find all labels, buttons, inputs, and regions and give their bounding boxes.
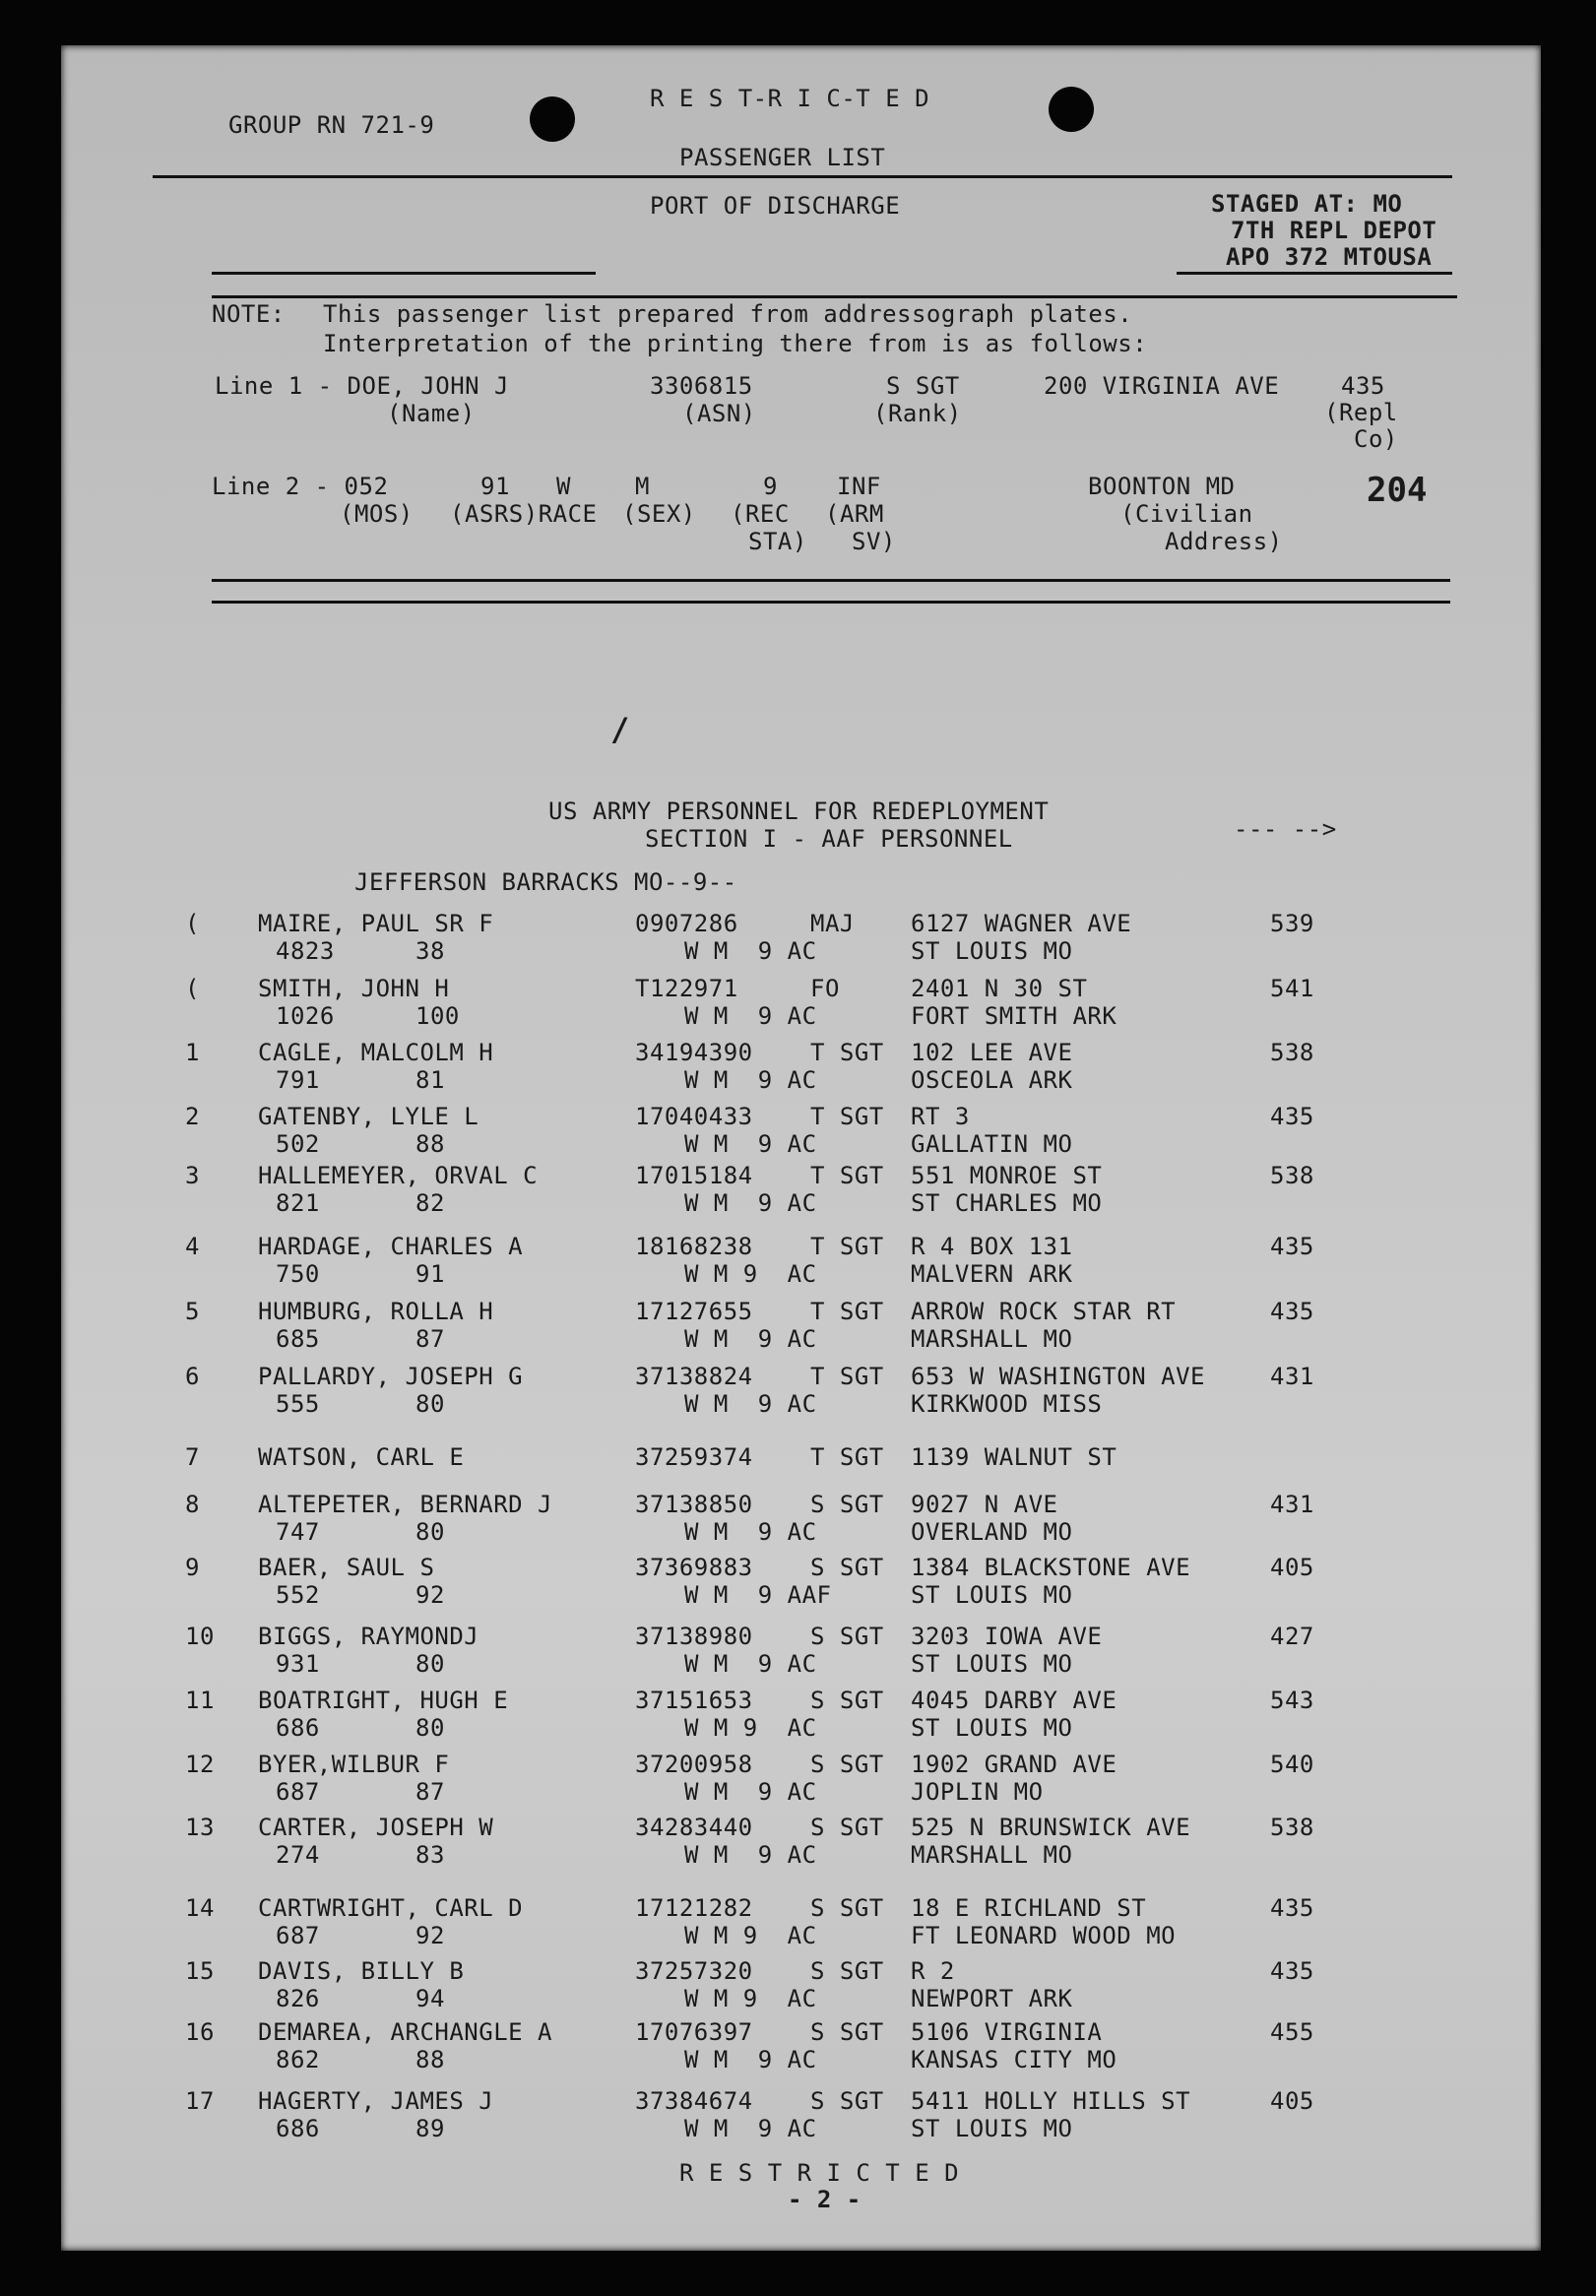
cell-asrs: 38: [415, 937, 445, 965]
example-rank: S SGT: [886, 372, 960, 400]
cell-asrs: 94: [415, 1985, 445, 2012]
cell-addr1: 653 W WASHINGTON AVE: [911, 1363, 1205, 1390]
caption-civilian: (Civilian: [1120, 500, 1253, 528]
cell-num: 5: [185, 1298, 200, 1325]
cell-rank: S SGT: [810, 1491, 884, 1518]
cell-mos: 1026: [276, 1002, 335, 1030]
cell-rank: S SGT: [810, 1957, 884, 1985]
cell-name: HALLEMEYER, ORVAL C: [258, 1162, 539, 1189]
cell-asn: 17040433: [635, 1103, 753, 1130]
cell-addr1: 102 LEE AVE: [911, 1039, 1073, 1066]
cell-name: GATENBY, LYLE L: [258, 1103, 479, 1130]
cell-num: 16: [185, 2018, 215, 2046]
caption-address: Address): [1165, 528, 1283, 555]
page-number: - 2 -: [788, 2186, 862, 2213]
cell-num: 12: [185, 1751, 215, 1778]
cell-asrs: 92: [415, 1581, 445, 1609]
cell-name: BAER, SAUL S: [258, 1554, 435, 1581]
cell-addr1: 551 MONROE ST: [911, 1162, 1103, 1189]
section-title: US ARMY PERSONNEL FOR REDEPLOYMENT: [548, 797, 1050, 825]
cell-asn: 37138980: [635, 1623, 753, 1650]
cell-num: 3: [185, 1162, 200, 1189]
cell-rank: S SGT: [810, 1554, 884, 1581]
cell-line2: W M 9 AC: [684, 1066, 817, 1094]
cell-name: DAVIS, BILLY B: [258, 1957, 465, 1985]
caption-asn: (ASN): [682, 400, 756, 427]
cell-asrs: 80: [415, 1714, 445, 1742]
cell-line2: W M 9 AC: [684, 1325, 817, 1353]
cell-asn: 34194390: [635, 1039, 753, 1066]
cell-line2: W M 9 AC: [684, 1985, 817, 2012]
caption-repl: (Repl: [1324, 399, 1398, 426]
cell-line2: W M 9 AC: [684, 1650, 817, 1678]
cell-co: 435: [1270, 1233, 1314, 1260]
cell-co: 435: [1270, 1103, 1314, 1130]
caption-arm: (ARM: [825, 500, 884, 528]
cell-addr2: MALVERN ARK: [911, 1260, 1073, 1288]
cell-addr2: ST LOUIS MO: [911, 937, 1073, 965]
cell-addr2: KIRKWOOD MISS: [911, 1390, 1103, 1418]
cell-co: 405: [1270, 2087, 1314, 2115]
caption-sv: SV): [852, 528, 896, 555]
cell-mos: 931: [276, 1650, 320, 1678]
cell-line2: W M 9 AC: [684, 1922, 817, 1949]
cell-asn: 37369883: [635, 1554, 753, 1581]
cell-asrs: 80: [415, 1390, 445, 1418]
cell-name: CAGLE, MALCOLM H: [258, 1039, 494, 1066]
cell-line2: W M 9 AC: [684, 1778, 817, 1806]
cell-name: BIGGS, RAYMONDJ: [258, 1623, 479, 1650]
cell-name: WATSON, CARL E: [258, 1443, 465, 1471]
cell-rank: MAJ: [810, 910, 855, 937]
cell-rank: T SGT: [810, 1298, 884, 1325]
cell-co: 541: [1270, 975, 1314, 1002]
cell-co: 539: [1270, 910, 1314, 937]
cell-mos: 555: [276, 1390, 320, 1418]
cell-rank: S SGT: [810, 2018, 884, 2046]
cell-asrs: 92: [415, 1922, 445, 1949]
cell-line2: W M 9 AC: [684, 2115, 817, 2142]
cell-addr1: 1384 BLACKSTONE AVE: [911, 1554, 1191, 1581]
cell-rank: T SGT: [810, 1039, 884, 1066]
divider: [212, 295, 1457, 298]
section-subtitle: SECTION I - AAF PERSONNEL: [645, 825, 1013, 853]
cell-name: CARTER, JOSEPH W: [258, 1814, 494, 1841]
cell-rank: S SGT: [810, 1687, 884, 1714]
cell-rank: FO: [810, 975, 840, 1002]
cell-co: 435: [1270, 1298, 1314, 1325]
cell-addr1: 3203 IOWA AVE: [911, 1623, 1103, 1650]
cell-co: 427: [1270, 1623, 1314, 1650]
cell-addr2: ST LOUIS MO: [911, 1714, 1073, 1742]
cell-co: 538: [1270, 1162, 1314, 1189]
example-co: 435: [1341, 372, 1385, 400]
list-title: PASSENGER LIST: [679, 144, 886, 171]
cell-rank: S SGT: [810, 2087, 884, 2115]
cell-rank: S SGT: [810, 1623, 884, 1650]
cell-addr2: OVERLAND MO: [911, 1518, 1073, 1546]
cell-num: 14: [185, 1894, 215, 1922]
cell-co: 405: [1270, 1554, 1314, 1581]
cell-num: (: [185, 910, 200, 937]
cell-num: 11: [185, 1687, 215, 1714]
example-arm: INF: [837, 473, 881, 500]
example-big-number: 204: [1367, 471, 1428, 510]
note-line-1: This passenger list prepared from addressograph plates.: [323, 300, 1133, 328]
divider: [212, 601, 1450, 604]
caption-co: Co): [1354, 425, 1398, 453]
cell-co: 455: [1270, 2018, 1314, 2046]
port-of-discharge: PORT OF DISCHARGE: [650, 192, 901, 220]
caption-rank: (Rank): [873, 400, 962, 427]
punch-hole: [1049, 87, 1094, 132]
cell-asrs: 87: [415, 1778, 445, 1806]
cell-mos: 502: [276, 1130, 320, 1158]
note-label: NOTE:: [212, 300, 286, 328]
cell-co: 435: [1270, 1957, 1314, 1985]
cell-addr1: 18 E RICHLAND ST: [911, 1894, 1147, 1922]
cell-co: 431: [1270, 1363, 1314, 1390]
cell-addr1: 1902 GRAND AVE: [911, 1751, 1117, 1778]
cell-mos: 750: [276, 1260, 320, 1288]
example-line-2: Line 2 - 052: [212, 473, 389, 500]
cell-mos: 685: [276, 1325, 320, 1353]
cell-rank: T SGT: [810, 1162, 884, 1189]
cell-name: BOATRIGHT, HUGH E: [258, 1687, 509, 1714]
cell-num: 17: [185, 2087, 215, 2115]
cell-num: 10: [185, 1623, 215, 1650]
cell-rank: S SGT: [810, 1894, 884, 1922]
cell-mos: 826: [276, 1985, 320, 2012]
cell-num: 15: [185, 1957, 215, 1985]
cell-rank: T SGT: [810, 1363, 884, 1390]
cell-name: SMITH, JOHN H: [258, 975, 450, 1002]
cell-asrs: 88: [415, 1130, 445, 1158]
cell-name: CARTWRIGHT, CARL D: [258, 1894, 524, 1922]
cell-addr2: OSCEOLA ARK: [911, 1066, 1073, 1094]
cell-addr2: ST CHARLES MO: [911, 1189, 1103, 1217]
divider: [1177, 272, 1452, 275]
cell-addr1: 2401 N 30 ST: [911, 975, 1088, 1002]
cell-mos: 4823: [276, 937, 335, 965]
cell-line2: W M 9 AC: [684, 1841, 817, 1869]
note-line-2: Interpretation of the printing there from is as follows:: [323, 330, 1148, 357]
cell-name: DEMAREA, ARCHANGLE A: [258, 2018, 552, 2046]
caption-name: (Name): [387, 400, 476, 427]
cell-rank: S SGT: [810, 1814, 884, 1841]
cell-asrs: 100: [415, 1002, 460, 1030]
cell-num: 13: [185, 1814, 215, 1841]
cell-num: 7: [185, 1443, 200, 1471]
cell-line2: W M 9 AC: [684, 937, 817, 965]
cell-asrs: 87: [415, 1325, 445, 1353]
caption-sta: STA): [748, 528, 807, 555]
cell-addr1: 6127 WAGNER AVE: [911, 910, 1132, 937]
cell-num: 1: [185, 1039, 200, 1066]
cell-asn: 37138850: [635, 1491, 753, 1518]
cell-addr1: 5106 VIRGINIA: [911, 2018, 1103, 2046]
cell-addr2: FT LEONARD WOOD MO: [911, 1922, 1177, 1949]
cell-line2: W M 9 AAF: [684, 1581, 832, 1609]
cell-mos: 552: [276, 1581, 320, 1609]
restricted-header: R E S T-R I C-T E D: [650, 85, 930, 112]
example-address: 200 VIRGINIA AVE: [1044, 372, 1280, 400]
staged-at: STAGED AT: MO: [1211, 190, 1403, 218]
arrow-mark: --- -->: [1234, 815, 1337, 843]
cell-asn: 18168238: [635, 1233, 753, 1260]
cell-asn: 34283440: [635, 1814, 753, 1841]
example-rec: 9: [763, 473, 778, 500]
cell-asrs: 88: [415, 2046, 445, 2073]
cell-num: (: [185, 975, 200, 1002]
example-asrs: 91: [480, 473, 510, 500]
cell-asn: 17127655: [635, 1298, 753, 1325]
caption-mos: (MOS): [340, 500, 414, 528]
cell-asn: 37257320: [635, 1957, 753, 1985]
cell-num: 8: [185, 1491, 200, 1518]
cell-line2: W M 9 AC: [684, 1518, 817, 1546]
cell-addr2: ST LOUIS MO: [911, 1581, 1073, 1609]
cell-line2: W M 9 AC: [684, 1260, 817, 1288]
cell-mos: 862: [276, 2046, 320, 2073]
cell-asrs: 81: [415, 1066, 445, 1094]
cell-addr1: 9027 N AVE: [911, 1491, 1058, 1518]
cell-rank: S SGT: [810, 1751, 884, 1778]
cell-name: HAGERTY, JAMES J: [258, 2087, 494, 2115]
cell-num: 4: [185, 1233, 200, 1260]
cell-line2: W M 9 AC: [684, 1390, 817, 1418]
group-number: GROUP RN 721-9: [228, 111, 435, 139]
cell-asn: 37138824: [635, 1363, 753, 1390]
example-sex: M: [635, 473, 650, 500]
cell-addr1: RT 3: [911, 1103, 970, 1130]
cell-addr1: R 2: [911, 1957, 955, 1985]
cell-addr1: 525 N BRUNSWICK AVE: [911, 1814, 1191, 1841]
cell-addr2: MARSHALL MO: [911, 1841, 1073, 1869]
cell-co: 543: [1270, 1687, 1314, 1714]
cell-addr1: ARROW ROCK STAR RT: [911, 1298, 1177, 1325]
restricted-footer: R E S T R I C T E D: [679, 2159, 960, 2187]
cell-asn: 17121282: [635, 1894, 753, 1922]
cell-addr1: R 4 BOX 131: [911, 1233, 1073, 1260]
cell-num: 9: [185, 1554, 200, 1581]
cell-name: ALTEPETER, BERNARD J: [258, 1491, 552, 1518]
example-race: W: [556, 473, 571, 500]
cell-asrs: 80: [415, 1518, 445, 1546]
cell-mos: 747: [276, 1518, 320, 1546]
cell-name: HUMBURG, ROLLA H: [258, 1298, 494, 1325]
cell-line2: W M 9 AC: [684, 1002, 817, 1030]
cell-mos: 686: [276, 2115, 320, 2142]
cell-asn: T122971: [635, 975, 738, 1002]
cell-co: 538: [1270, 1039, 1314, 1066]
cell-name: MAIRE, PAUL SR F: [258, 910, 494, 937]
cell-addr1: 5411 HOLLY HILLS ST: [911, 2087, 1191, 2115]
apo-number: APO 372 MTOUSA: [1226, 243, 1433, 271]
cell-asn: 37200958: [635, 1751, 753, 1778]
cell-mos: 686: [276, 1714, 320, 1742]
cell-asrs: 80: [415, 1650, 445, 1678]
cell-addr2: NEWPORT ARK: [911, 1985, 1073, 2012]
cell-name: PALLARDY, JOSEPH G: [258, 1363, 524, 1390]
cell-rank: T SGT: [810, 1443, 884, 1471]
punch-hole: [530, 96, 575, 142]
cell-asn: 17076397: [635, 2018, 753, 2046]
example-line-1: Line 1 - DOE, JOHN J: [215, 372, 509, 400]
cell-addr2: FORT SMITH ARK: [911, 1002, 1117, 1030]
cell-co: 431: [1270, 1491, 1314, 1518]
cell-mos: 274: [276, 1841, 320, 1869]
cell-mos: 821: [276, 1189, 320, 1217]
divider: [212, 579, 1450, 582]
divider: [212, 272, 596, 275]
cell-asrs: 91: [415, 1260, 445, 1288]
caption-rec: (REC: [731, 500, 790, 528]
cell-asn: 37259374: [635, 1443, 753, 1471]
cell-asn: 37151653: [635, 1687, 753, 1714]
cell-asn: 0907286: [635, 910, 738, 937]
group-label: JEFFERSON BARRACKS MO--9--: [354, 868, 737, 896]
cell-num: 6: [185, 1363, 200, 1390]
cell-mos: 687: [276, 1778, 320, 1806]
cell-addr1: 1139 WALNUT ST: [911, 1443, 1117, 1471]
cell-line2: W M 9 AC: [684, 2046, 817, 2073]
cell-num: 2: [185, 1103, 200, 1130]
cell-mos: 687: [276, 1922, 320, 1949]
caption-sex: (SEX): [622, 500, 696, 528]
cell-asrs: 89: [415, 2115, 445, 2142]
cell-addr2: JOPLIN MO: [911, 1778, 1044, 1806]
cell-co: 538: [1270, 1814, 1314, 1841]
cell-co: 435: [1270, 1894, 1314, 1922]
cell-line2: W M 9 AC: [684, 1189, 817, 1217]
cell-addr2: KANSAS CITY MO: [911, 2046, 1117, 2073]
example-city: BOONTON MD: [1088, 473, 1236, 500]
cell-rank: T SGT: [810, 1233, 884, 1260]
divider: [153, 175, 1452, 178]
cell-addr2: MARSHALL MO: [911, 1325, 1073, 1353]
cell-co: 540: [1270, 1751, 1314, 1778]
cell-asn: 37384674: [635, 2087, 753, 2115]
cell-name: BYER,WILBUR F: [258, 1751, 450, 1778]
cell-rank: T SGT: [810, 1103, 884, 1130]
cell-mos: 791: [276, 1066, 320, 1094]
caption-asrs-race: (ASRS)RACE: [450, 500, 598, 528]
cell-line2: W M 9 AC: [684, 1130, 817, 1158]
cell-name: HARDAGE, CHARLES A: [258, 1233, 524, 1260]
cell-addr2: GALLATIN MO: [911, 1130, 1073, 1158]
cell-line2: W M 9 AC: [684, 1714, 817, 1742]
cell-addr1: 4045 DARBY AVE: [911, 1687, 1117, 1714]
cell-addr2: ST LOUIS MO: [911, 2115, 1073, 2142]
repl-depot: 7TH REPL DEPOT: [1231, 217, 1437, 244]
tick-mark: /: [610, 711, 630, 748]
example-asn: 3306815: [650, 372, 753, 400]
cell-asrs: 83: [415, 1841, 445, 1869]
cell-asrs: 82: [415, 1189, 445, 1217]
cell-asn: 17015184: [635, 1162, 753, 1189]
cell-addr2: ST LOUIS MO: [911, 1650, 1073, 1678]
